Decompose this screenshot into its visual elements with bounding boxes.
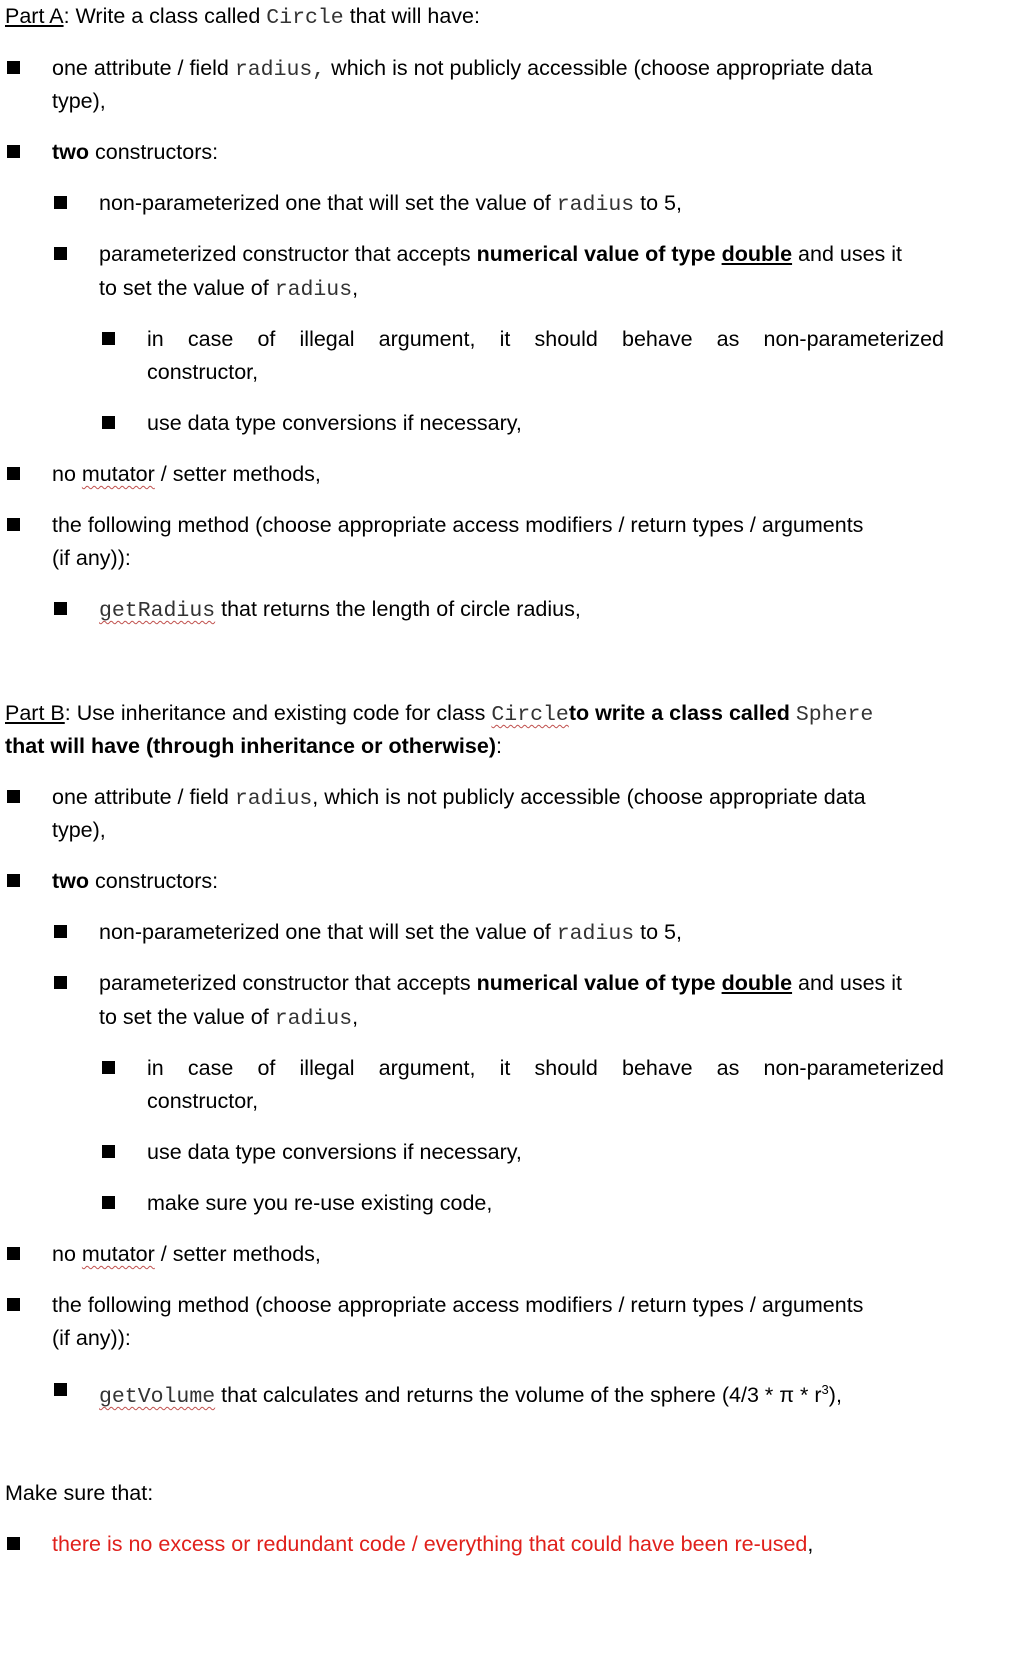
bullet-icon bbox=[7, 145, 20, 158]
part-a-method-2: (if any)): bbox=[52, 546, 131, 570]
part-a-constructors: two constructors: bbox=[52, 140, 219, 164]
part-b-illegal: in case of illegal argument, it should behave as non-parameterized bbox=[147, 1056, 944, 1080]
bullet-icon bbox=[7, 1247, 20, 1260]
bullet-icon bbox=[7, 61, 20, 74]
part-b-nonparam: non-parameterized one that will set the value of radius to 5, bbox=[99, 920, 682, 946]
part-b-heading: Part B: Use inheritance and existing code for class Circleto write a class called Sphere bbox=[5, 701, 874, 727]
redundant-code-warning: there is no excess or redundant code / everything that could have been re-used, bbox=[52, 1532, 814, 1556]
part-a-nonparam: non-parameterized one that will set the value of radius to 5, bbox=[99, 191, 682, 217]
bullet-icon bbox=[7, 518, 20, 531]
part-b-mutator: no mutator / setter methods, bbox=[52, 1242, 321, 1266]
bullet-icon bbox=[7, 874, 20, 887]
bullet-icon bbox=[54, 196, 67, 209]
part-a-label: Part A bbox=[5, 4, 64, 28]
part-b-reuse: make sure you re-use existing code, bbox=[147, 1191, 493, 1215]
bullet-icon bbox=[102, 1145, 115, 1158]
part-a-illegal-2: constructor, bbox=[147, 360, 259, 384]
bullet-icon bbox=[54, 247, 67, 260]
class-name-sphere: Sphere bbox=[795, 703, 874, 727]
part-b-field-line: one attribute / field radius, which is not publicly accessible (choose appropriate data bbox=[52, 785, 866, 811]
bullet-icon bbox=[7, 790, 20, 803]
bullet-icon bbox=[7, 1537, 20, 1550]
bullet-icon bbox=[102, 416, 115, 429]
part-b-constructors: two constructors: bbox=[52, 869, 219, 893]
make-sure-heading: Make sure that: bbox=[5, 1481, 154, 1505]
part-b-conversion: use data type conversions if necessary, bbox=[147, 1140, 522, 1164]
part-a-illegal: in case of illegal argument, it should behave as non-parameterized bbox=[147, 327, 944, 351]
part-a-method: the following method (choose appropriate access modifiers / return types / arguments bbox=[52, 513, 864, 537]
part-b-method-2: (if any)): bbox=[52, 1326, 131, 1350]
bullet-icon bbox=[102, 1061, 115, 1074]
bullet-icon bbox=[7, 467, 20, 480]
part-b-illegal-2: constructor, bbox=[147, 1089, 259, 1113]
bullet-icon bbox=[102, 1196, 115, 1209]
bullet-icon bbox=[54, 1383, 67, 1396]
part-b-heading-2: that will have (through inheritance or otherwise): bbox=[5, 734, 502, 758]
part-b-param: parameterized constructor that accepts numerical value of type double and uses it bbox=[99, 971, 903, 995]
part-b-method: the following method (choose appropriate access modifiers / return types / arguments bbox=[52, 1293, 864, 1317]
part-a-mutator: no mutator / setter methods, bbox=[52, 462, 321, 486]
part-a-getter: getRadius that returns the length of circle radius, bbox=[99, 597, 581, 623]
part-a-field-line: one attribute / field radius, which is not publicly accessible (choose appropriate data bbox=[52, 56, 873, 82]
part-b-volume: getVolume that calculates and returns the volume of the sphere (4/3 * π * $r^3$), bbox=[99, 1382, 842, 1410]
bullet-icon bbox=[54, 925, 67, 938]
part-b-field-line-2: type), bbox=[52, 818, 106, 842]
bullet-icon bbox=[7, 1298, 20, 1311]
class-ref-circle: Circle bbox=[491, 703, 569, 727]
part-b-param-2: to set the value of radius, bbox=[99, 1005, 359, 1031]
part-a-param: parameterized constructor that accepts numerical value of type double and uses it bbox=[99, 242, 903, 266]
bullet-icon bbox=[54, 976, 67, 989]
bullet-icon bbox=[54, 602, 67, 615]
part-a-param-2: to set the value of radius, bbox=[99, 276, 359, 302]
part-b-label: Part B bbox=[5, 701, 65, 725]
bullet-icon bbox=[102, 332, 115, 345]
part-a-heading: Part A: Write a class called Circle that will have: bbox=[5, 4, 480, 30]
part-a-field-line-2: type), bbox=[52, 89, 106, 113]
part-a-conversion: use data type conversions if necessary, bbox=[147, 411, 522, 435]
class-name-circle: Circle bbox=[266, 6, 344, 30]
